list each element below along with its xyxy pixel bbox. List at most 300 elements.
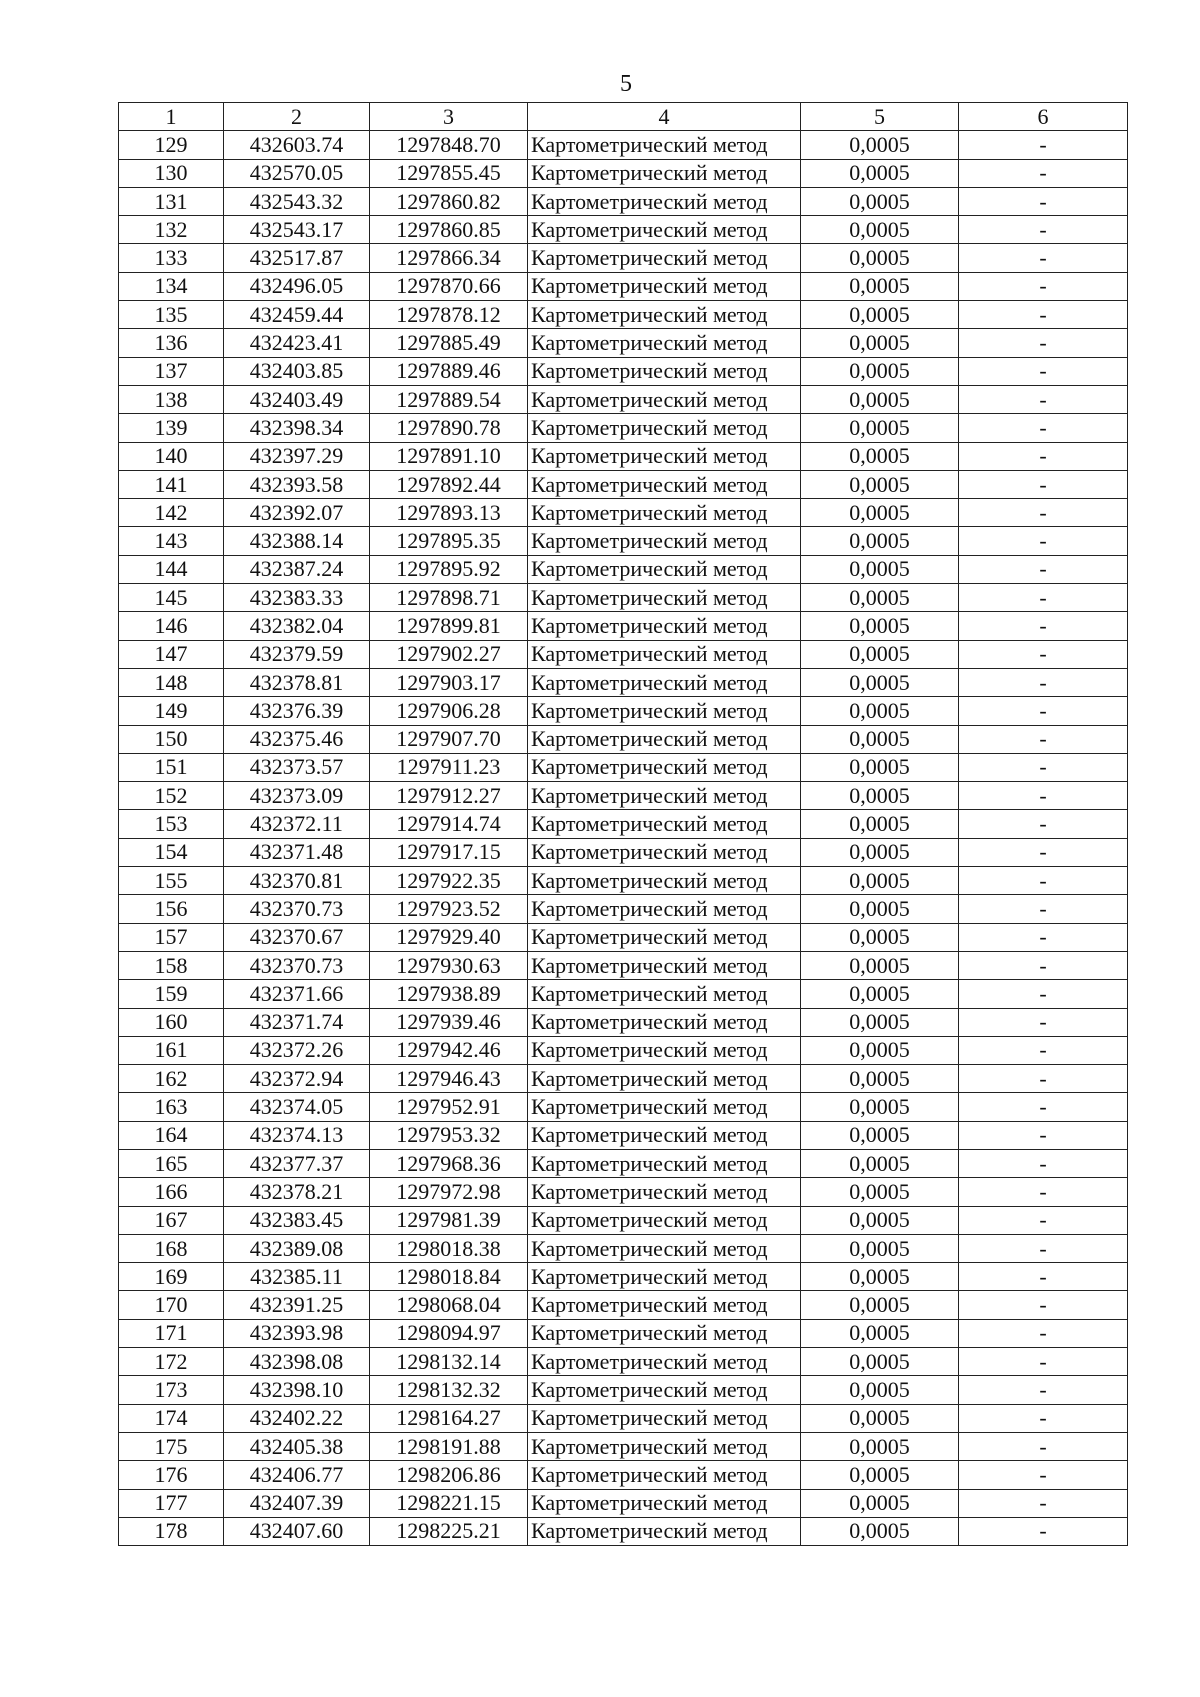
header-cell-2: 2 (224, 103, 370, 131)
method-cell: Картометрический метод (528, 357, 801, 385)
header-cell-6: 6 (959, 103, 1128, 131)
y-coordinate-cell: 1297929.40 (370, 923, 528, 951)
y-coordinate-cell: 1297907.70 (370, 725, 528, 753)
point-number-cell: 174 (119, 1404, 224, 1432)
method-cell: Картометрический метод (528, 1206, 801, 1234)
method-cell: Картометрический метод (528, 414, 801, 442)
table-row (119, 640, 1128, 668)
accuracy-cell: 0,0005 (801, 131, 959, 159)
y-coordinate-cell: 1297895.92 (370, 555, 528, 583)
table-row (119, 470, 1128, 498)
method-cell: Картометрический метод (528, 612, 801, 640)
x-coordinate-cell: 432402.22 (224, 1404, 370, 1432)
table-header (119, 103, 1128, 131)
y-coordinate-cell: 1297898.71 (370, 584, 528, 612)
table-row (119, 838, 1128, 866)
note-cell: - (959, 555, 1128, 583)
table-row (119, 414, 1128, 442)
x-coordinate-cell: 432603.74 (224, 131, 370, 159)
y-coordinate-cell: 1297895.35 (370, 527, 528, 555)
method-cell: Картометрический метод (528, 1008, 801, 1036)
method-cell: Картометрический метод (528, 1263, 801, 1291)
accuracy-cell: 0,0005 (801, 697, 959, 725)
x-coordinate-cell: 432372.94 (224, 1065, 370, 1093)
x-coordinate-cell: 432407.60 (224, 1517, 370, 1545)
x-coordinate-cell: 432370.67 (224, 923, 370, 951)
table-row (119, 131, 1128, 159)
method-cell: Картометрический метод (528, 385, 801, 413)
note-cell: - (959, 131, 1128, 159)
note-cell: - (959, 1149, 1128, 1177)
accuracy-cell: 0,0005 (801, 584, 959, 612)
x-coordinate-cell: 432406.77 (224, 1461, 370, 1489)
x-coordinate-cell: 432375.46 (224, 725, 370, 753)
y-coordinate-cell: 1297912.27 (370, 782, 528, 810)
accuracy-cell: 0,0005 (801, 1348, 959, 1376)
x-coordinate-cell: 432397.29 (224, 442, 370, 470)
accuracy-cell: 0,0005 (801, 951, 959, 979)
method-cell: Картометрический метод (528, 1432, 801, 1460)
note-cell: - (959, 1319, 1128, 1347)
table-row (119, 753, 1128, 781)
x-coordinate-cell: 432377.37 (224, 1149, 370, 1177)
x-coordinate-cell: 432371.48 (224, 838, 370, 866)
method-cell: Картометрический метод (528, 216, 801, 244)
point-number-cell: 147 (119, 640, 224, 668)
accuracy-cell: 0,0005 (801, 612, 959, 640)
table-row (119, 329, 1128, 357)
table-row (119, 1065, 1128, 1093)
accuracy-cell: 0,0005 (801, 1234, 959, 1262)
accuracy-cell: 0,0005 (801, 216, 959, 244)
x-coordinate-cell: 432387.24 (224, 555, 370, 583)
point-number-cell: 144 (119, 555, 224, 583)
table-row (119, 1178, 1128, 1206)
point-number-cell: 149 (119, 697, 224, 725)
y-coordinate-cell: 1297902.27 (370, 640, 528, 668)
point-number-cell: 145 (119, 584, 224, 612)
x-coordinate-cell: 432374.05 (224, 1093, 370, 1121)
point-number-cell: 156 (119, 895, 224, 923)
accuracy-cell: 0,0005 (801, 782, 959, 810)
y-coordinate-cell: 1297911.23 (370, 753, 528, 781)
table-row (119, 980, 1128, 1008)
method-cell: Картометрический метод (528, 555, 801, 583)
y-coordinate-cell: 1297870.66 (370, 272, 528, 300)
accuracy-cell: 0,0005 (801, 753, 959, 781)
table-row (119, 668, 1128, 696)
accuracy-cell: 0,0005 (801, 895, 959, 923)
note-cell: - (959, 782, 1128, 810)
method-cell: Картометрический метод (528, 951, 801, 979)
y-coordinate-cell: 1297855.45 (370, 159, 528, 187)
method-cell: Картометрический метод (528, 187, 801, 215)
point-number-cell: 170 (119, 1291, 224, 1319)
point-number-cell: 171 (119, 1319, 224, 1347)
accuracy-cell: 0,0005 (801, 357, 959, 385)
method-cell: Картометрический метод (528, 668, 801, 696)
table-row (119, 272, 1128, 300)
method-cell: Картометрический метод (528, 1404, 801, 1432)
x-coordinate-cell: 432385.11 (224, 1263, 370, 1291)
method-cell: Картометрический метод (528, 131, 801, 159)
y-coordinate-cell: 1297893.13 (370, 499, 528, 527)
x-coordinate-cell: 432374.13 (224, 1121, 370, 1149)
table-row (119, 159, 1128, 187)
table-row (119, 612, 1128, 640)
x-coordinate-cell: 432373.09 (224, 782, 370, 810)
point-number-cell: 173 (119, 1376, 224, 1404)
y-coordinate-cell: 1297953.32 (370, 1121, 528, 1149)
x-coordinate-cell: 432372.11 (224, 810, 370, 838)
table-row (119, 1348, 1128, 1376)
x-coordinate-cell: 432403.49 (224, 385, 370, 413)
accuracy-cell: 0,0005 (801, 1008, 959, 1036)
note-cell: - (959, 301, 1128, 329)
accuracy-cell: 0,0005 (801, 159, 959, 187)
point-number-cell: 162 (119, 1065, 224, 1093)
x-coordinate-cell: 432379.59 (224, 640, 370, 668)
table-row (119, 1432, 1128, 1460)
y-coordinate-cell: 1297922.35 (370, 867, 528, 895)
y-coordinate-cell: 1297889.54 (370, 385, 528, 413)
note-cell: - (959, 1348, 1128, 1376)
point-number-cell: 164 (119, 1121, 224, 1149)
method-cell: Картометрический метод (528, 584, 801, 612)
method-cell: Картометрический метод (528, 1093, 801, 1121)
point-number-cell: 176 (119, 1461, 224, 1489)
note-cell: - (959, 385, 1128, 413)
table-body (119, 131, 1128, 1546)
header-cell-3: 3 (370, 103, 528, 131)
x-coordinate-cell: 432378.21 (224, 1178, 370, 1206)
header-cell-5: 5 (801, 103, 959, 131)
note-cell: - (959, 1263, 1128, 1291)
table-row (119, 1234, 1128, 1262)
note-cell: - (959, 810, 1128, 838)
y-coordinate-cell: 1298132.32 (370, 1376, 528, 1404)
method-cell: Картометрический метод (528, 1376, 801, 1404)
method-cell: Картометрический метод (528, 1348, 801, 1376)
note-cell: - (959, 470, 1128, 498)
accuracy-cell: 0,0005 (801, 442, 959, 470)
method-cell: Картометрический метод (528, 1517, 801, 1545)
point-number-cell: 175 (119, 1432, 224, 1460)
point-number-cell: 133 (119, 244, 224, 272)
note-cell: - (959, 414, 1128, 442)
note-cell: - (959, 1008, 1128, 1036)
note-cell: - (959, 668, 1128, 696)
point-number-cell: 139 (119, 414, 224, 442)
y-coordinate-cell: 1297899.81 (370, 612, 528, 640)
x-coordinate-cell: 432393.58 (224, 470, 370, 498)
point-number-cell: 129 (119, 131, 224, 159)
accuracy-cell: 0,0005 (801, 1404, 959, 1432)
accuracy-cell: 0,0005 (801, 555, 959, 583)
x-coordinate-cell: 432391.25 (224, 1291, 370, 1319)
accuracy-cell: 0,0005 (801, 640, 959, 668)
accuracy-cell: 0,0005 (801, 1065, 959, 1093)
table-row (119, 810, 1128, 838)
method-cell: Картометрический метод (528, 1121, 801, 1149)
table-row (119, 1376, 1128, 1404)
y-coordinate-cell: 1298094.97 (370, 1319, 528, 1347)
coordinates-table (118, 102, 1128, 1546)
table-row (119, 1149, 1128, 1177)
note-cell: - (959, 1121, 1128, 1149)
accuracy-cell: 0,0005 (801, 1178, 959, 1206)
note-cell: - (959, 1517, 1128, 1545)
table-row (119, 1319, 1128, 1347)
y-coordinate-cell: 1298164.27 (370, 1404, 528, 1432)
method-cell: Картометрический метод (528, 527, 801, 555)
table-row (119, 244, 1128, 272)
table-row (119, 1263, 1128, 1291)
note-cell: - (959, 980, 1128, 1008)
x-coordinate-cell: 432517.87 (224, 244, 370, 272)
point-number-cell: 154 (119, 838, 224, 866)
y-coordinate-cell: 1297930.63 (370, 951, 528, 979)
accuracy-cell: 0,0005 (801, 810, 959, 838)
y-coordinate-cell: 1297906.28 (370, 697, 528, 725)
y-coordinate-cell: 1297890.78 (370, 414, 528, 442)
note-cell: - (959, 159, 1128, 187)
note-cell: - (959, 1404, 1128, 1432)
y-coordinate-cell: 1297952.91 (370, 1093, 528, 1121)
x-coordinate-cell: 432383.45 (224, 1206, 370, 1234)
accuracy-cell: 0,0005 (801, 499, 959, 527)
point-number-cell: 178 (119, 1517, 224, 1545)
accuracy-cell: 0,0005 (801, 1263, 959, 1291)
point-number-cell: 172 (119, 1348, 224, 1376)
point-number-cell: 157 (119, 923, 224, 951)
accuracy-cell: 0,0005 (801, 187, 959, 215)
note-cell: - (959, 867, 1128, 895)
method-cell: Картометрический метод (528, 980, 801, 1008)
x-coordinate-cell: 432370.81 (224, 867, 370, 895)
accuracy-cell: 0,0005 (801, 301, 959, 329)
table-row (119, 1404, 1128, 1432)
y-coordinate-cell: 1297860.85 (370, 216, 528, 244)
method-cell: Картометрический метод (528, 1291, 801, 1319)
accuracy-cell: 0,0005 (801, 1206, 959, 1234)
x-coordinate-cell: 432392.07 (224, 499, 370, 527)
x-coordinate-cell: 432543.32 (224, 187, 370, 215)
point-number-cell: 165 (119, 1149, 224, 1177)
table-row (119, 357, 1128, 385)
point-number-cell: 130 (119, 159, 224, 187)
accuracy-cell: 0,0005 (801, 1149, 959, 1177)
note-cell: - (959, 1036, 1128, 1064)
y-coordinate-cell: 1297889.46 (370, 357, 528, 385)
x-coordinate-cell: 432423.41 (224, 329, 370, 357)
table-row (119, 1036, 1128, 1064)
point-number-cell: 166 (119, 1178, 224, 1206)
table-row (119, 527, 1128, 555)
y-coordinate-cell: 1298206.86 (370, 1461, 528, 1489)
method-cell: Картометрический метод (528, 1178, 801, 1206)
accuracy-cell: 0,0005 (801, 1291, 959, 1319)
y-coordinate-cell: 1297878.12 (370, 301, 528, 329)
x-coordinate-cell: 432372.26 (224, 1036, 370, 1064)
x-coordinate-cell: 432373.57 (224, 753, 370, 781)
point-number-cell: 140 (119, 442, 224, 470)
point-number-cell: 138 (119, 385, 224, 413)
table-row (119, 1093, 1128, 1121)
x-coordinate-cell: 432393.98 (224, 1319, 370, 1347)
point-number-cell: 177 (119, 1489, 224, 1517)
point-number-cell: 134 (119, 272, 224, 300)
point-number-cell: 137 (119, 357, 224, 385)
note-cell: - (959, 895, 1128, 923)
y-coordinate-cell: 1298068.04 (370, 1291, 528, 1319)
x-coordinate-cell: 432371.66 (224, 980, 370, 1008)
y-coordinate-cell: 1297972.98 (370, 1178, 528, 1206)
point-number-cell: 158 (119, 951, 224, 979)
method-cell: Картометрический метод (528, 272, 801, 300)
accuracy-cell: 0,0005 (801, 272, 959, 300)
point-number-cell: 163 (119, 1093, 224, 1121)
y-coordinate-cell: 1297923.52 (370, 895, 528, 923)
x-coordinate-cell: 432398.10 (224, 1376, 370, 1404)
table-row (119, 499, 1128, 527)
x-coordinate-cell: 432378.81 (224, 668, 370, 696)
point-number-cell: 161 (119, 1036, 224, 1064)
note-cell: - (959, 1093, 1128, 1121)
y-coordinate-cell: 1297903.17 (370, 668, 528, 696)
note-cell: - (959, 1234, 1128, 1262)
x-coordinate-cell: 432371.74 (224, 1008, 370, 1036)
table-row (119, 782, 1128, 810)
table-row (119, 301, 1128, 329)
method-cell: Картометрический метод (528, 782, 801, 810)
table-row (119, 867, 1128, 895)
point-number-cell: 132 (119, 216, 224, 244)
note-cell: - (959, 216, 1128, 244)
method-cell: Картометрический метод (528, 640, 801, 668)
table-row (119, 1206, 1128, 1234)
y-coordinate-cell: 1298191.88 (370, 1432, 528, 1460)
y-coordinate-cell: 1297917.15 (370, 838, 528, 866)
table-row (119, 1461, 1128, 1489)
point-number-cell: 152 (119, 782, 224, 810)
accuracy-cell: 0,0005 (801, 1121, 959, 1149)
header-cell-4: 4 (528, 103, 801, 131)
method-cell: Картометрический метод (528, 244, 801, 272)
point-number-cell: 169 (119, 1263, 224, 1291)
note-cell: - (959, 442, 1128, 470)
x-coordinate-cell: 432398.34 (224, 414, 370, 442)
note-cell: - (959, 697, 1128, 725)
accuracy-cell: 0,0005 (801, 329, 959, 357)
x-coordinate-cell: 432370.73 (224, 895, 370, 923)
method-cell: Картометрический метод (528, 301, 801, 329)
method-cell: Картометрический метод (528, 1065, 801, 1093)
x-coordinate-cell: 432407.39 (224, 1489, 370, 1517)
y-coordinate-cell: 1298221.15 (370, 1489, 528, 1517)
table-row (119, 725, 1128, 753)
note-cell: - (959, 1065, 1128, 1093)
table-row (119, 697, 1128, 725)
method-cell: Картометрический метод (528, 442, 801, 470)
accuracy-cell: 0,0005 (801, 725, 959, 753)
note-cell: - (959, 753, 1128, 781)
point-number-cell: 153 (119, 810, 224, 838)
accuracy-cell: 0,0005 (801, 527, 959, 555)
accuracy-cell: 0,0005 (801, 980, 959, 1008)
x-coordinate-cell: 432382.04 (224, 612, 370, 640)
accuracy-cell: 0,0005 (801, 668, 959, 696)
table-row (119, 216, 1128, 244)
note-cell: - (959, 1432, 1128, 1460)
y-coordinate-cell: 1297942.46 (370, 1036, 528, 1064)
note-cell: - (959, 1206, 1128, 1234)
accuracy-cell: 0,0005 (801, 867, 959, 895)
point-number-cell: 141 (119, 470, 224, 498)
accuracy-cell: 0,0005 (801, 470, 959, 498)
x-coordinate-cell: 432370.73 (224, 951, 370, 979)
accuracy-cell: 0,0005 (801, 244, 959, 272)
note-cell: - (959, 640, 1128, 668)
table-row (119, 385, 1128, 413)
y-coordinate-cell: 1297946.43 (370, 1065, 528, 1093)
method-cell: Картометрический метод (528, 1461, 801, 1489)
method-cell: Картометрический метод (528, 923, 801, 951)
point-number-cell: 150 (119, 725, 224, 753)
y-coordinate-cell: 1297885.49 (370, 329, 528, 357)
table-row (119, 584, 1128, 612)
accuracy-cell: 0,0005 (801, 385, 959, 413)
method-cell: Картометрический метод (528, 1489, 801, 1517)
accuracy-cell: 0,0005 (801, 838, 959, 866)
y-coordinate-cell: 1297848.70 (370, 131, 528, 159)
accuracy-cell: 0,0005 (801, 923, 959, 951)
note-cell: - (959, 244, 1128, 272)
method-cell: Картометрический метод (528, 1036, 801, 1064)
point-number-cell: 167 (119, 1206, 224, 1234)
page-number: 5 (620, 71, 632, 97)
note-cell: - (959, 1489, 1128, 1517)
table-row (119, 1489, 1128, 1517)
table-row (119, 187, 1128, 215)
method-cell: Картометрический метод (528, 867, 801, 895)
x-coordinate-cell: 432388.14 (224, 527, 370, 555)
x-coordinate-cell: 432496.05 (224, 272, 370, 300)
accuracy-cell: 0,0005 (801, 1489, 959, 1517)
note-cell: - (959, 329, 1128, 357)
accuracy-cell: 0,0005 (801, 1461, 959, 1489)
method-cell: Картометрический метод (528, 499, 801, 527)
point-number-cell: 131 (119, 187, 224, 215)
note-cell: - (959, 584, 1128, 612)
y-coordinate-cell: 1297968.36 (370, 1149, 528, 1177)
table-row (119, 555, 1128, 583)
note-cell: - (959, 527, 1128, 555)
x-coordinate-cell: 432398.08 (224, 1348, 370, 1376)
method-cell: Картометрический метод (528, 159, 801, 187)
method-cell: Картометрический метод (528, 753, 801, 781)
accuracy-cell: 0,0005 (801, 1093, 959, 1121)
y-coordinate-cell: 1297914.74 (370, 810, 528, 838)
note-cell: - (959, 499, 1128, 527)
header-cell-1: 1 (119, 103, 224, 131)
note-cell: - (959, 1291, 1128, 1319)
accuracy-cell: 0,0005 (801, 1036, 959, 1064)
table-row (119, 951, 1128, 979)
table-row (119, 442, 1128, 470)
y-coordinate-cell: 1297939.46 (370, 1008, 528, 1036)
note-cell: - (959, 187, 1128, 215)
